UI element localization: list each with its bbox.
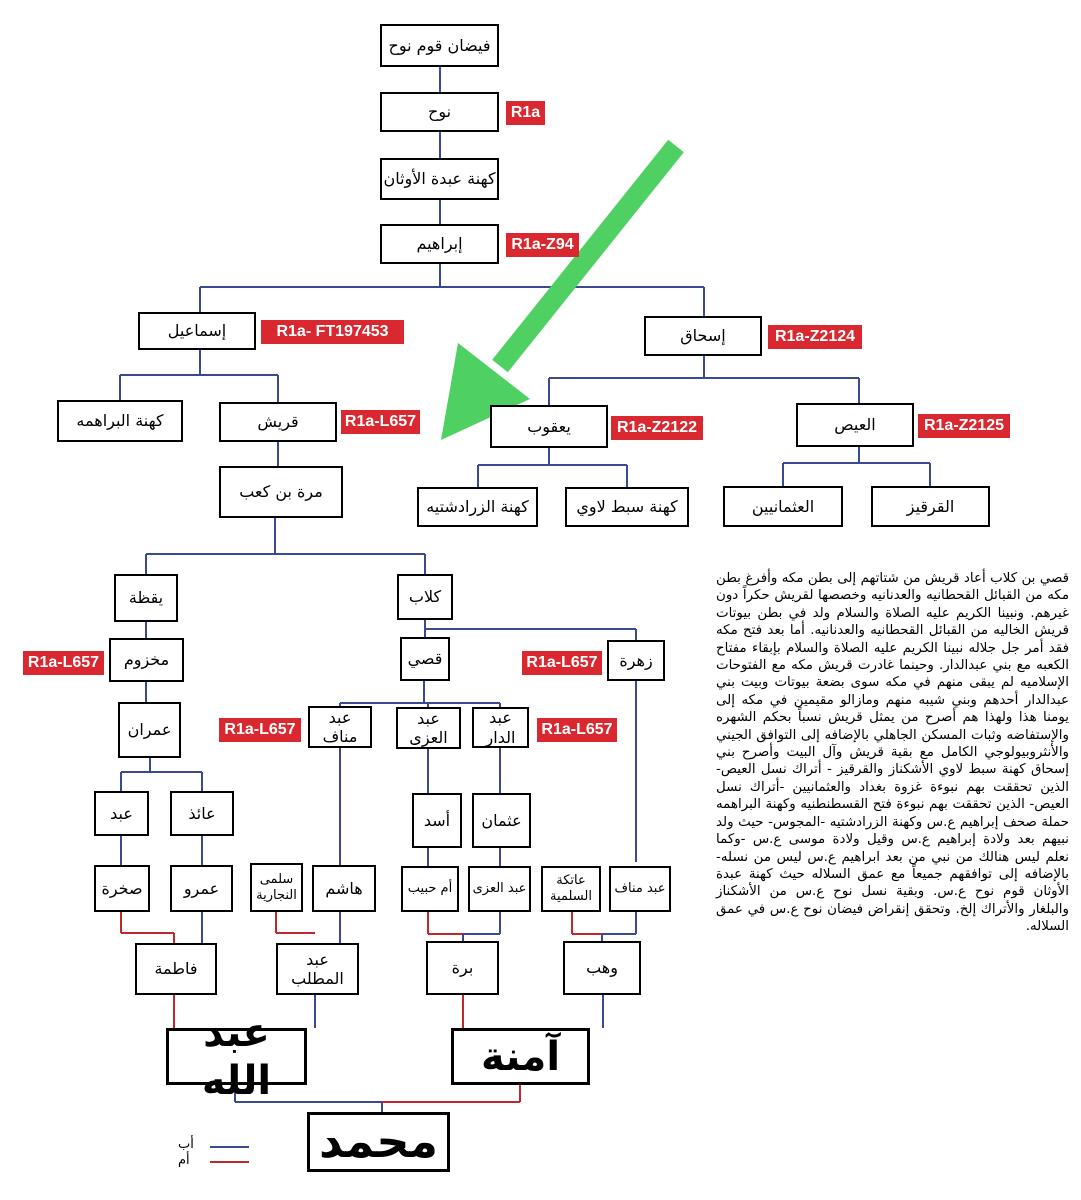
node-kahana-lawi: كهنة سبط لاوي [565, 487, 689, 527]
tag-abd-manaf: R1a-L657 [219, 718, 301, 742]
node-ays: العيص [796, 403, 914, 447]
node-asad: أسد [412, 793, 462, 848]
node-abd: عبد [94, 791, 149, 836]
tag-zuhra: R1a-L657 [522, 651, 602, 675]
node-aidh: عائذ [170, 791, 234, 836]
node-hashim: هاشم [312, 865, 376, 912]
node-abd-dar: عبد الدار [472, 707, 529, 748]
node-kahana-zoroastrian: كهنة الزرادشتيه [417, 487, 538, 527]
node-quraysh: قريش [219, 402, 337, 442]
node-amr: عمرو [170, 865, 233, 912]
node-makhzum: مخزوم [109, 638, 184, 682]
node-kahana-barahima: كهنة البراهمه [57, 400, 183, 442]
node-yaqaza: يقظة [114, 574, 178, 622]
node-imran: عمران [118, 702, 181, 758]
node-abd-manaf-right: عبد مناف [609, 866, 671, 912]
node-ismail: إسماعيل [138, 312, 256, 350]
node-umm-habib: أم حبيب [401, 866, 459, 912]
node-abd-uzza: عبد العزى [396, 707, 461, 749]
node-salma: سلمى النجارية [250, 863, 303, 912]
node-ishaq: إسحاق [644, 316, 762, 356]
node-sakhra: صخرة [94, 865, 150, 912]
node-atika: عاتكة السلمية [541, 866, 601, 912]
node-abd-manaf-left: عبد مناف [308, 706, 372, 748]
node-fatima: فاطمة [135, 943, 217, 995]
node-kilab: كلاب [397, 574, 453, 620]
node-abdullah: عبد الله [166, 1028, 307, 1085]
tag-ays: R1a-Z2125 [918, 414, 1010, 438]
legend-father: أب [178, 1137, 194, 1152]
legend-mother: أم [178, 1153, 190, 1168]
node-qirqiz: القرقيز [871, 486, 990, 527]
tag-ibrahim: R1a-Z94 [506, 233, 579, 257]
node-uthman: عثمان [472, 793, 531, 848]
node-kahana-idols: كهنة عبدة الأوثان [380, 158, 499, 200]
tag-quraysh: R1a-L657 [341, 410, 420, 434]
node-abd-uzza-2: عبد العزى [468, 866, 531, 912]
node-ottomans: العثمانيين [723, 486, 843, 527]
node-nuh: نوح [380, 92, 499, 132]
node-ibrahim: إبراهيم [380, 224, 499, 264]
node-abd-muttalib: عبد المطلب [276, 943, 359, 995]
tag-abd-dar: R1a-L657 [537, 718, 617, 742]
node-faydan: فيضان قوم نوح [380, 24, 499, 67]
tag-makhzum: R1a-L657 [23, 651, 104, 675]
node-amina: آمنة [451, 1028, 590, 1085]
tag-yaqub: R1a-Z2122 [611, 416, 703, 440]
node-yaqub: يعقوب [490, 405, 608, 448]
node-barra: برة [426, 941, 499, 995]
tag-nuh: R1a [506, 101, 545, 125]
node-murra: مرة بن كعب [219, 466, 343, 518]
node-zuhra: زهرة [607, 640, 665, 681]
description-text: قصي بن كلاب أعاد قريش من شتاتهم إلى بطن مكه وأفرغ بطن مكه من القبائل القحطانيه والعدنانيه وخصصها لقريش حكراً دون غيرهم. ونبينا الكريم عليه الصلاة والسلام ولد في بطن بيوتات قريش الخاليه من القبائل القحطانيه والعدنانيه. أما بعد فتح مكه فقد أمر جل جلاله نبينا الكريم عليه الصلاة والسلام بإبقاء مفتاح الكعبه مع بني عبدالدار. وحينما غادرت قريش مكه مع الفتوحات الإسلاميه لم يبقى منهم في مكه سوى بضعة بيوتات وبيت بني عبدالدار أحدهم وبني شيبه منهم ومازالو مقيمين في مكه إلى يومنا هذا ولهذا هم أصرح من يمثل قريش نسباً بحكم الشهره والإستفاضه وثبات المسكن الجاهلي بالإضافه إلى التوافق الجيني والأنثروبيولوجي الكامل مع بقية قريش وآل البيت وأصرح بني إسحاق كهنة سبط لاوي الأشكناز والقرقيز - أتراك نسل العيص- الذين تحققت بهم نبوءة غزوة بغداد والعثمانيين -أتراك نسل العيص- الذين تحققت بهم نبوءة فتح القسطنطنيه وكهنة البراهمه حملة صحف إبراهيم ع.س وكهنة الزرادشتيه -المجوس- حيث ولد نبيهم بعد ولادة إبراهيم ع.س وقيل ولادة موسى ع.س -وكما نعلم ليس هنالك من نبي من بعد ابراهيم ع.س ليس من نسله- بالإضافه إلى توافقهم جميعاً مع عمق السلاله حيث كهنة عبدة الأوثان قوم نوح ع.س. وبقية نسل نوح ع.س من الأشكناز والبلغار والأتراك إلخ. وتحقق إنقراض فيضان نوح ع.س في عمق السلاله. [716, 571, 1069, 935]
tag-ishaq: R1a-Z2124 [768, 325, 862, 349]
node-muhammad: محمد [307, 1112, 450, 1172]
tag-ismail: R1a- FT197453 [261, 320, 404, 344]
node-qusay: قصي [400, 637, 450, 681]
node-wahb: وهب [563, 941, 641, 995]
